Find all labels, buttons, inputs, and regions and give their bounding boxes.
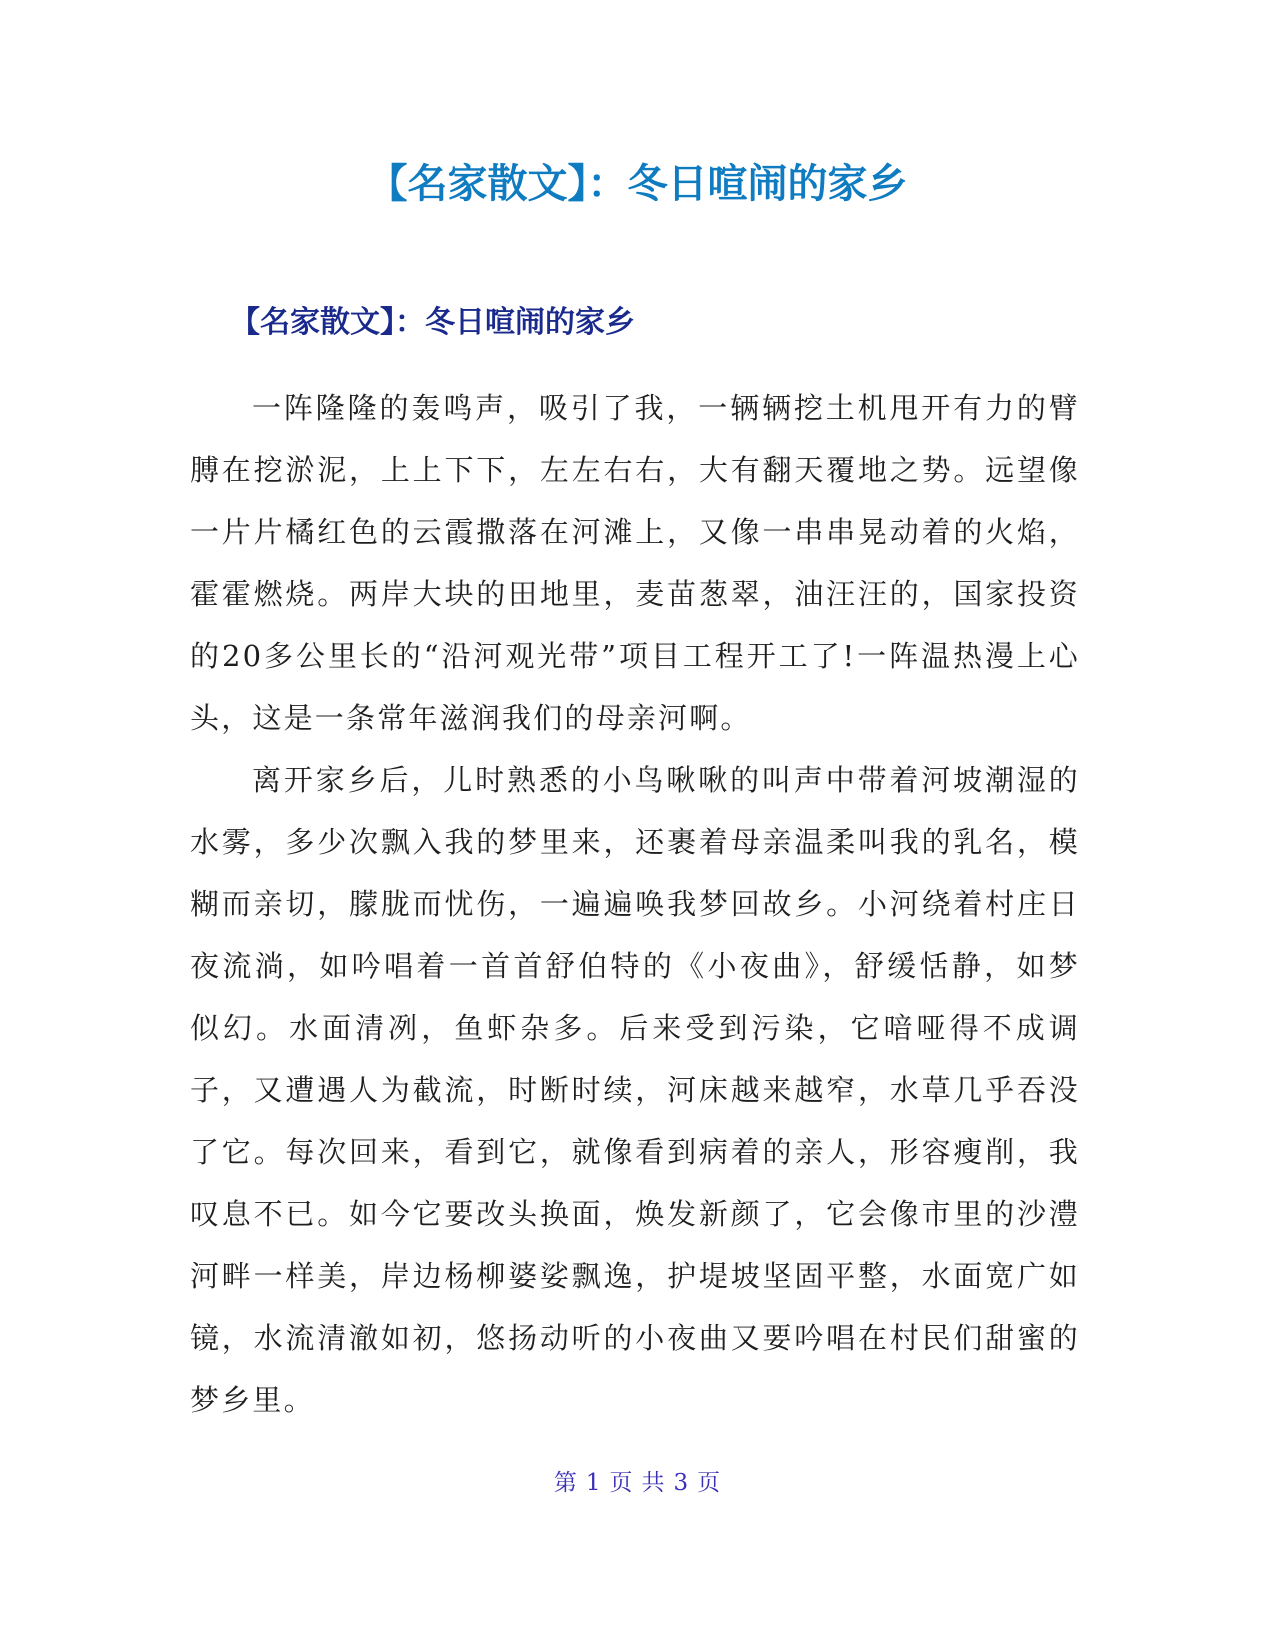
page-title: 【名家散文】：冬日喧闹的家乡 xyxy=(367,161,908,207)
article-body xyxy=(190,377,1080,1431)
footer-total-pages: 3 xyxy=(673,1470,690,1496)
footer-total-label: 共 xyxy=(641,1470,666,1496)
footer-current-page: 1 xyxy=(585,1470,602,1496)
footer-total-unit: 页 xyxy=(697,1470,722,1496)
paragraph: 离开家乡后，儿时熟悉的小鸟啾啾的叫声中带着河坡潮湿的水雾，多少次飘入我的梦里来，还裹着母亲温柔叫我的乳名，模糊而亲切，朦胧而忧伤，一遍遍唤我梦回故乡。小河绕着村庄日夜流淌，如吟唱着一首首舒伯特的《小夜曲》，舒缓恬静，如梦似幻。水面清冽，鱼虾杂多。后来受到污染，它喑哑得不成调子，又遭遇人为截流，时断时续，河床越来越窄，水草几乎吞没了它。每次回来，看到它，就像看到病着的亲人，形容瘦削，我叹息不已。如今它要改头换面，焕发新颜了，它会像市里的沙澧河畔一样美，岸边杨柳婆娑飘逸，护堤坡坚固平整，水面宽广如镜，水流清澈如初，悠扬动听的小夜曲又要吟唱在村民们甜蜜的梦乡里。 xyxy=(190,763,1080,1417)
footer-page-label: 第 xyxy=(553,1470,578,1496)
page-footer xyxy=(0,1468,1275,1498)
paragraph: 一阵隆隆的轰鸣声，吸引了我，一辆辆挖土机甩开有力的臂膊在挖淤泥，上上下下，左左右右，大有翻天覆地之势。远望像一片片橘红色的云霞撒落在河滩上，又像一串串晃动着的火焰，霍霍燃烧。两岸大块的田地里，麦苗葱翠，油汪汪的，国家投资的20多公里长的“沿河观光带”项目工程开工了!一阵温热漫上心头，这是一条常年滋润我们的母亲河啊。 xyxy=(190,391,1080,735)
section-heading: 【名家散文】：冬日喧闹的家乡 xyxy=(230,305,635,340)
footer-page-unit: 页 xyxy=(609,1470,634,1496)
